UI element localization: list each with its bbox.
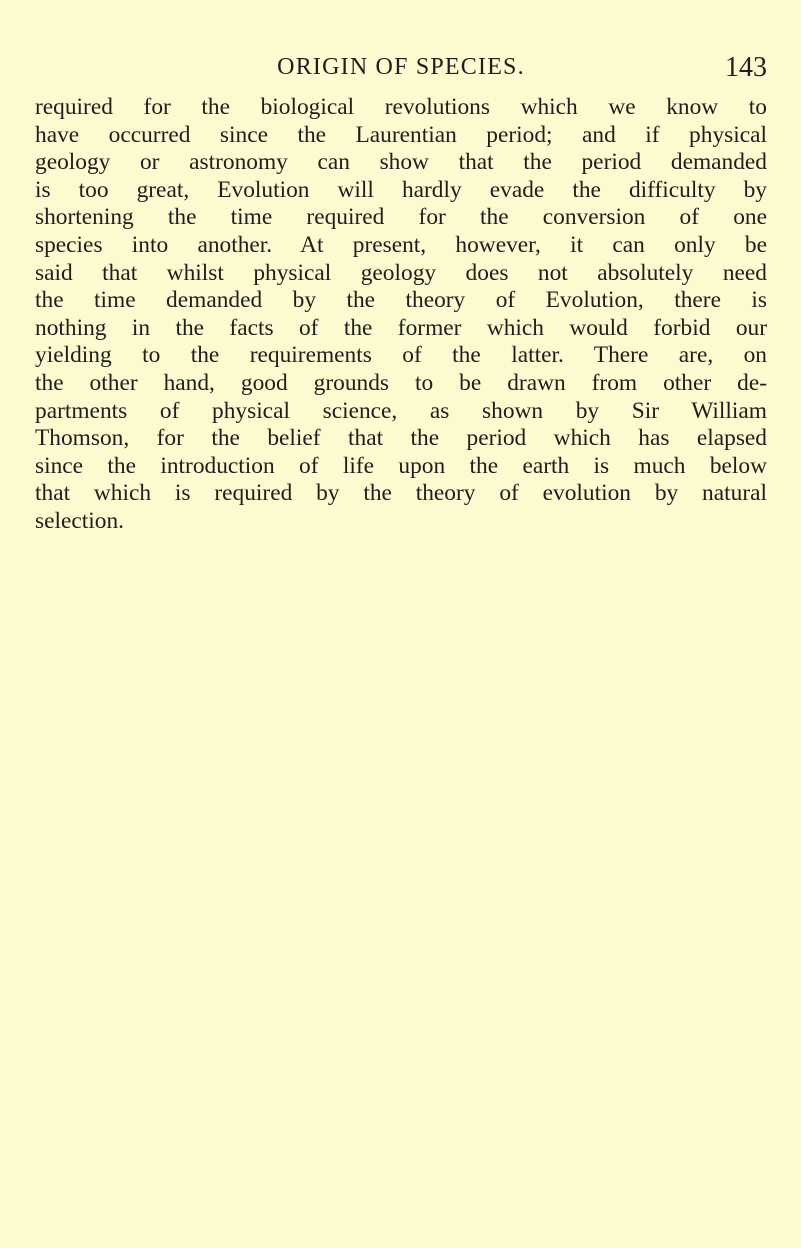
body-paragraph: [35, 94, 767, 536]
page-number: 143: [725, 52, 767, 83]
text-line: is too great, Evolution will hardly evade the difficulty by: [35, 176, 767, 203]
text-line: the time demanded by the theory of Evolution, there is: [35, 287, 767, 314]
running-head: [35, 52, 767, 86]
text-line: the other hand, good grounds to be drawn from other de-: [35, 369, 767, 396]
text-line: nothing in the facts of the former which would forbid our: [35, 314, 767, 341]
text-line: said that whilst physical geology does not absolutely need: [35, 259, 767, 286]
text-line: shortening the time required for the conversion of one: [35, 204, 767, 231]
text-line: species into another. At present, however, it can only be: [35, 231, 767, 258]
text-line: Thomson, for the belief that the period which has elapsed: [35, 425, 767, 452]
text-line: geology or astronomy can show that the period demanded: [35, 149, 767, 176]
text-line: that which is required by the theory of evolution by natural: [35, 480, 767, 507]
text-line: have occurred since the Laurentian period; and if physical: [35, 121, 767, 148]
text-line: yielding to the requirements of the latter. There are, on: [35, 342, 767, 369]
text-line: required for the biological revolutions which we know to: [35, 94, 767, 120]
running-title: ORIGIN OF SPECIES.: [277, 54, 525, 80]
text-line: since the introduction of life upon the earth is much below: [35, 452, 767, 479]
text-line: selection.: [35, 507, 124, 534]
text-line: partments of physical science, as shown by Sir William: [35, 397, 767, 424]
